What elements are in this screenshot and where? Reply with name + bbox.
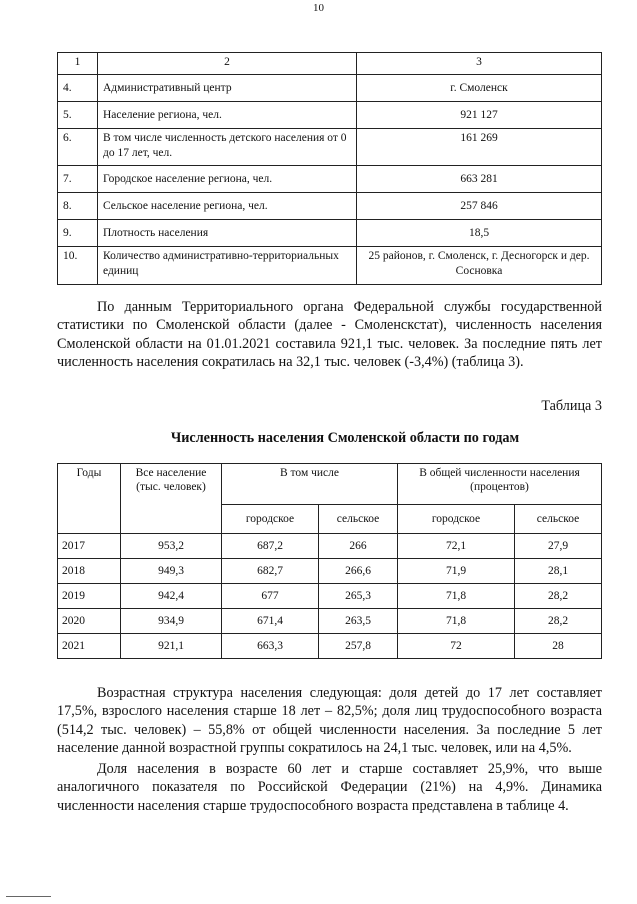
row-label: Административный центр — [98, 75, 357, 102]
row-label: В том числе численность детского населения от 0 до 17 лет, чел. — [98, 129, 357, 166]
header-cell: 3 — [357, 53, 602, 75]
row-label: Плотность населения — [98, 220, 357, 247]
cell-rural-pct: 28,2 — [515, 609, 602, 634]
cell-urban-pct: 72 — [398, 634, 515, 659]
subheader-urban: городское — [222, 505, 319, 534]
cell-year: 2020 — [58, 609, 121, 634]
table-label: Таблица 3 — [541, 398, 602, 414]
cell-rural-pct: 28,2 — [515, 584, 602, 609]
row-value: 921 127 — [357, 102, 602, 129]
cell-urban: 663,3 — [222, 634, 319, 659]
paragraph-age-structure — [57, 684, 602, 758]
row-value: 161 269 — [357, 129, 602, 166]
paragraph-elderly — [57, 760, 602, 815]
cell-year: 2019 — [58, 584, 121, 609]
row-number: 7. — [58, 166, 98, 193]
row-label: Городское население региона, чел. — [98, 166, 357, 193]
header-cell: 2 — [98, 53, 357, 75]
cell-urban: 682,7 — [222, 559, 319, 584]
cell-urban-pct: 72,1 — [398, 534, 515, 559]
table-row — [58, 166, 602, 193]
population-by-year-table — [57, 463, 602, 659]
cell-rural: 257,8 — [319, 634, 398, 659]
row-label: Сельское население региона, чел. — [98, 193, 357, 220]
row-number: 4. — [58, 75, 98, 102]
cell-urban-pct: 71,9 — [398, 559, 515, 584]
row-number: 9. — [58, 220, 98, 247]
header-cell: 1 — [58, 53, 98, 75]
cell-total: 934,9 — [121, 609, 222, 634]
cell-total: 942,4 — [121, 584, 222, 609]
cell-total: 953,2 — [121, 534, 222, 559]
row-number: 5. — [58, 102, 98, 129]
footer-divider — [6, 896, 51, 897]
cell-urban: 677 — [222, 584, 319, 609]
subheader-rural: сельское — [319, 505, 398, 534]
paragraph-population — [57, 298, 602, 372]
header-share: В общей численности населения (процентов) — [398, 464, 602, 505]
row-label: Количество административно-территориальных единиц — [98, 247, 357, 285]
row-value: 25 районов, г. Смоленск, г. Десногорск и дер. Сосновка — [357, 247, 602, 285]
table-row — [58, 75, 602, 102]
table-row — [58, 559, 602, 584]
cell-total: 949,3 — [121, 559, 222, 584]
cell-year: 2017 — [58, 534, 121, 559]
cell-urban: 687,2 — [222, 534, 319, 559]
table-row — [58, 609, 602, 634]
row-value: 257 846 — [357, 193, 602, 220]
row-number: 6. — [58, 129, 98, 166]
table-row — [58, 102, 602, 129]
table-row — [58, 193, 602, 220]
cell-urban-pct: 71,8 — [398, 609, 515, 634]
cell-year: 2021 — [58, 634, 121, 659]
cell-urban-pct: 71,8 — [398, 584, 515, 609]
paragraph-text: Возрастная структура населения следующая: доля детей до 17 лет составляет 17,5%, взрослого населения старше 18 лет – 82,5%; доля лиц трудоспособного возраста (514,2 тыс. человек) – 55,8% от общей численности населения. За последние 5 лет население данной возрастной группы сократилось на 24,1 тыс. человек, или на 4,5%. — [57, 685, 602, 757]
subheader-rural-pct: сельское — [515, 505, 602, 534]
table-row — [58, 129, 602, 166]
cell-rural: 266 — [319, 534, 398, 559]
region-info-table — [57, 52, 602, 285]
header-including: В том числе — [222, 464, 398, 505]
cell-urban: 671,4 — [222, 609, 319, 634]
cell-rural: 266,6 — [319, 559, 398, 584]
row-label: Население региона, чел. — [98, 102, 357, 129]
page-number: 10 — [313, 2, 324, 14]
table-header-row — [58, 464, 602, 505]
table-row — [58, 584, 602, 609]
row-number: 10. — [58, 247, 98, 285]
row-value: г. Смоленск — [357, 75, 602, 102]
cell-rural-pct: 27,9 — [515, 534, 602, 559]
row-value: 663 281 — [357, 166, 602, 193]
table-header-row — [58, 53, 602, 75]
cell-rural: 265,3 — [319, 584, 398, 609]
table-row — [58, 220, 602, 247]
table-row — [58, 534, 602, 559]
row-number: 8. — [58, 193, 98, 220]
table-title: Численность населения Смоленской области по годам — [170, 430, 520, 446]
paragraph-text: По данным Территориального органа Федеральной службы государственной статистики по Смоленской области (далее - Смоленскстат), численность населения Смоленской области на 01.01.2021 составила 921,1 тыс. человек. За последние пять лет численность населения сократилась на 32,1 тыс. человек (-3,4%) (таблица 3). — [57, 299, 602, 371]
header-years: Годы — [58, 464, 121, 534]
row-value: 18,5 — [357, 220, 602, 247]
table-row — [58, 247, 602, 285]
table-row — [58, 634, 602, 659]
subheader-urban-pct: городское — [398, 505, 515, 534]
paragraph-text: Доля населения в возрасте 60 лет и старше составляет 25,9%, что выше аналогичного показателя по Российской Федерации (21%) на 4,9%. Динамика численности населения старше трудоспособного возраста представлена в таблице 4. — [57, 761, 602, 814]
cell-rural: 263,5 — [319, 609, 398, 634]
header-total: Все население (тыс. человек) — [121, 464, 222, 534]
cell-rural-pct: 28,1 — [515, 559, 602, 584]
cell-year: 2018 — [58, 559, 121, 584]
cell-rural-pct: 28 — [515, 634, 602, 659]
cell-total: 921,1 — [121, 634, 222, 659]
